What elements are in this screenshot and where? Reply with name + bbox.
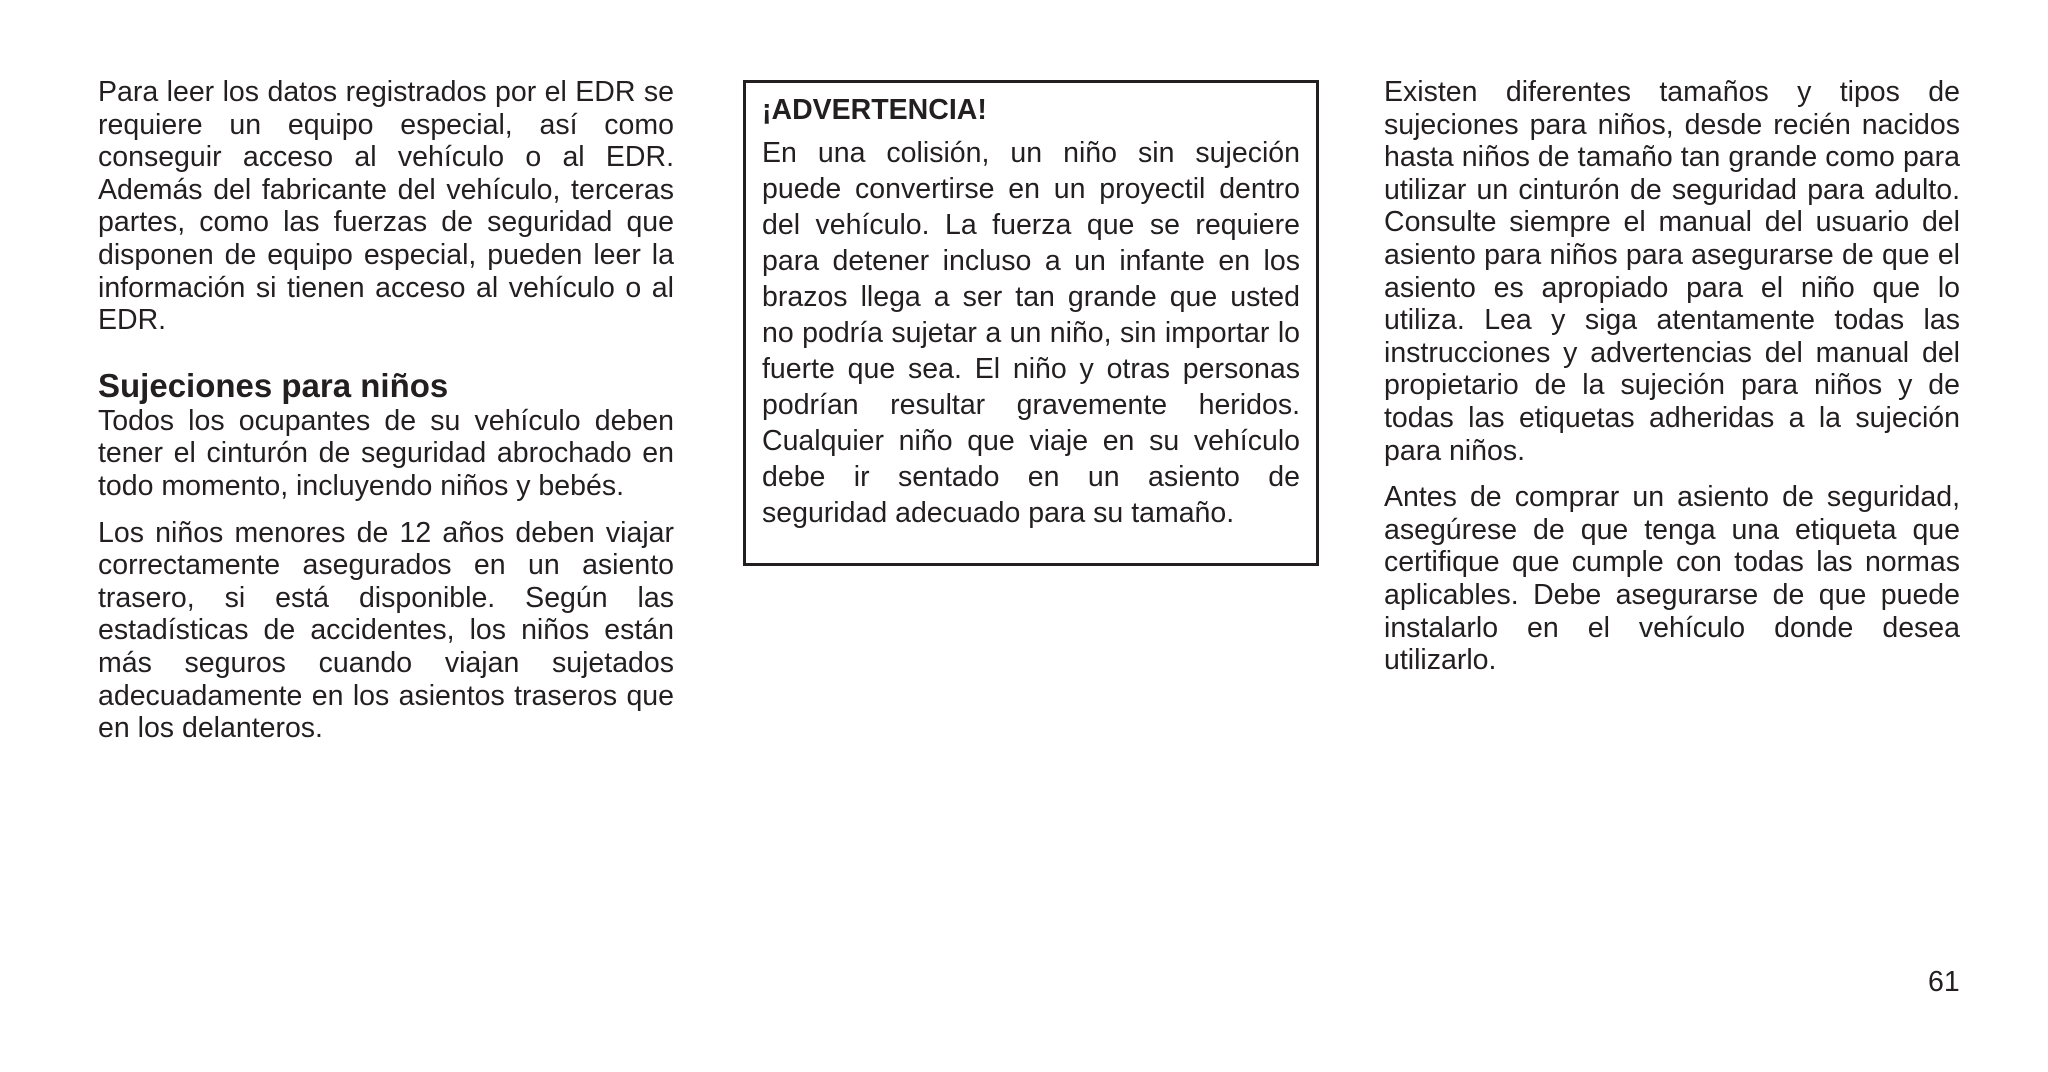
warning-box [743,80,1319,566]
right-column [1384,76,1960,691]
warning-text: En una colisión, un niño sin sujeción puede convertirse en un proyectil dentro del vehículo. La fuerza que se requiere para detener incluso a un infante en los brazos llega a ser tan grande que usted no podría sujetar a un niño, sin importar lo fuerte que sea. El niño y otras personas podrían resultar gravemente heridos. Cualquier niño que viaje en su vehículo debe ir sentado en un asiento de seguridad adecuado para su tamaño. [762,137,1300,529]
occupants-paragraph: Todos los ocupantes de su vehículo deben tener el cinturón de seguridad abrochado en todo momento, incluyendo niños y bebés. [98,404,674,502]
under-12-paragraph: Los niños menores de 12 años deben viajar correctamente asegurados en un asiento trasero, si está disponible. Según las estadísticas de accidentes, los niños están más seguros cuando viajan sujetados adecuadamente en los asientos traseros que en los delanteros. [98,516,674,745]
middle-column [743,80,1319,566]
left-column [98,76,674,759]
warning-title: ¡ADVERTENCIA! [762,94,987,126]
purchase-paragraph: Antes de comprar un asiento de seguridad, asegúrese de que tenga una etiqueta que certifique que cumple con todas las normas aplicables. Debe asegurarse de que puede instalarlo en el vehículo donde desea utilizarlo. [1384,481,1960,677]
restraint-sizes-paragraph: Existen diferentes tamaños y tipos de sujeciones para niños, desde recién nacidos hasta niños de tamaño tan grande como para utilizar un cinturón de seguridad para adulto. Consulte siempre el manual del usuario del asiento para niños para asegurarse de que el asiento es apropiado para el niño que lo utiliza. Lea y siga atentamente todas las instrucciones y advertencias del manual del propietario de la sujeción para niños y de todas las etiquetas adheridas a la sujeción para niños. [1384,76,1960,467]
section-heading: Sujeciones para niños [98,366,449,404]
edr-paragraph: Para leer los datos registrados por el EDR se requiere un equipo especial, así como conseguir acceso al vehículo o al EDR. Además del fabricante del vehículo, terceras partes, como las fuerzas de seguridad que disponen de equipo especial, pueden leer la información si tienen acceso al vehículo o al EDR. [98,76,674,337]
page-number: 61 [1928,966,1960,998]
